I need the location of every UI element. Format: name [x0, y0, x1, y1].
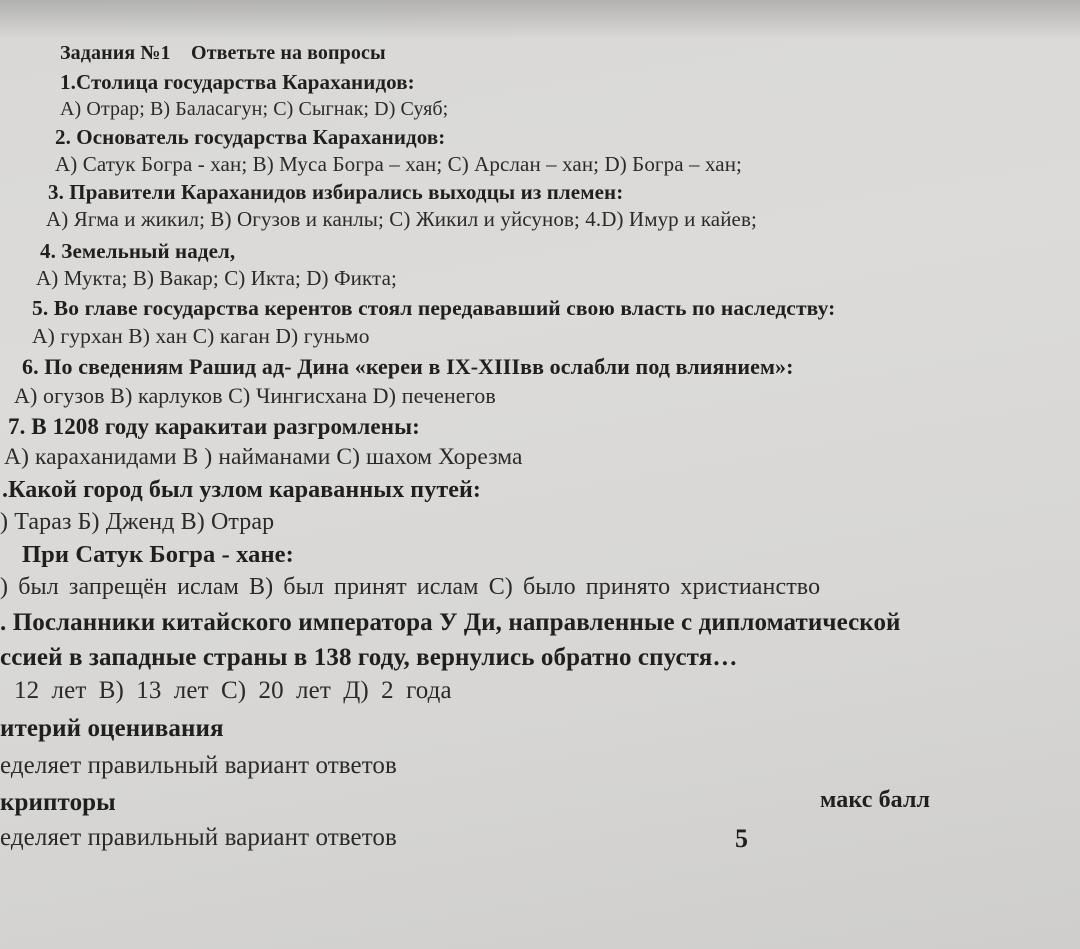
descriptor-line: еделяет правильный вариант ответов	[0, 824, 397, 851]
question-6: 6. По сведениям Рашид ад- Дина «кереи в IX-XIIIвв ослабли под влиянием»:	[22, 354, 794, 379]
question-5: 5. Во главе государства керентов стоял передававший свою власть по наследству:	[32, 296, 836, 320]
answer-1: А) Отрар; В) Баласагун; С) Сыгнак; D) Суяб;	[60, 98, 449, 120]
answer-6: А) огузов В) карлуков С) Чингисхана D) печенегов	[14, 383, 496, 408]
max-score-label: макс балл	[820, 787, 931, 813]
answer-4: А) Мукта; В) Вакар; С) Икта; D) Фикта;	[36, 266, 397, 290]
question-10-cont: ссией в западные страны в 138 году, вернулись обратно спустя…	[0, 644, 738, 671]
question-8: .Какой город был узлом караванных путей:	[2, 477, 481, 503]
criteria-title: итерий оценивания	[0, 715, 224, 742]
task-header	[60, 42, 386, 65]
question-10: . Посланники китайского императора У Ди, направленные с дипломатической	[0, 609, 901, 636]
task-number: Задания №1	[60, 42, 171, 64]
question-7: 7. В 1208 году каракитаи разгромлены:	[8, 414, 420, 439]
answer-7: А) караханидами В ) найманами С) шахом Хорезма	[4, 444, 523, 470]
max-score-value: 5	[735, 824, 748, 853]
question-9: При Сатук Богра - хане:	[22, 541, 294, 568]
task-instruction: Ответьте на вопросы	[191, 42, 386, 64]
question-1: 1.Столица государства Караханидов:	[60, 70, 415, 94]
answer-9: ) был запрещён ислам В) был принят ислам С) было принято христианство	[0, 574, 821, 600]
descriptors-label: крипторы	[0, 789, 116, 816]
question-3: 3. Правители Караханидов избирались выходцы из племен:	[48, 180, 624, 204]
answer-5: А) гурхан В) хан С) каган D) гуньмо	[32, 324, 370, 348]
page-shadow	[0, 0, 1080, 40]
question-4: 4. Земельный надел,	[40, 239, 236, 263]
answer-2: А) Сатук Богра - хан; В) Муса Богра – хан; С) Арслан – хан; D) Богра – хан;	[55, 152, 742, 176]
answer-10: 12 лет В) 13 лет С) 20 лет Д) 2 года	[14, 677, 452, 704]
question-2: 2. Основатель государства Караханидов:	[55, 125, 446, 149]
criteria-line: еделяет правильный вариант ответов	[0, 752, 397, 779]
answer-8: ) Тараз Б) Дженд В) Отрар	[0, 509, 275, 535]
answer-3: А) Ягма и жикил; В) Огузов и канлы; С) Жикил и уйсунов; 4.D) Имур и кайев;	[46, 207, 757, 231]
